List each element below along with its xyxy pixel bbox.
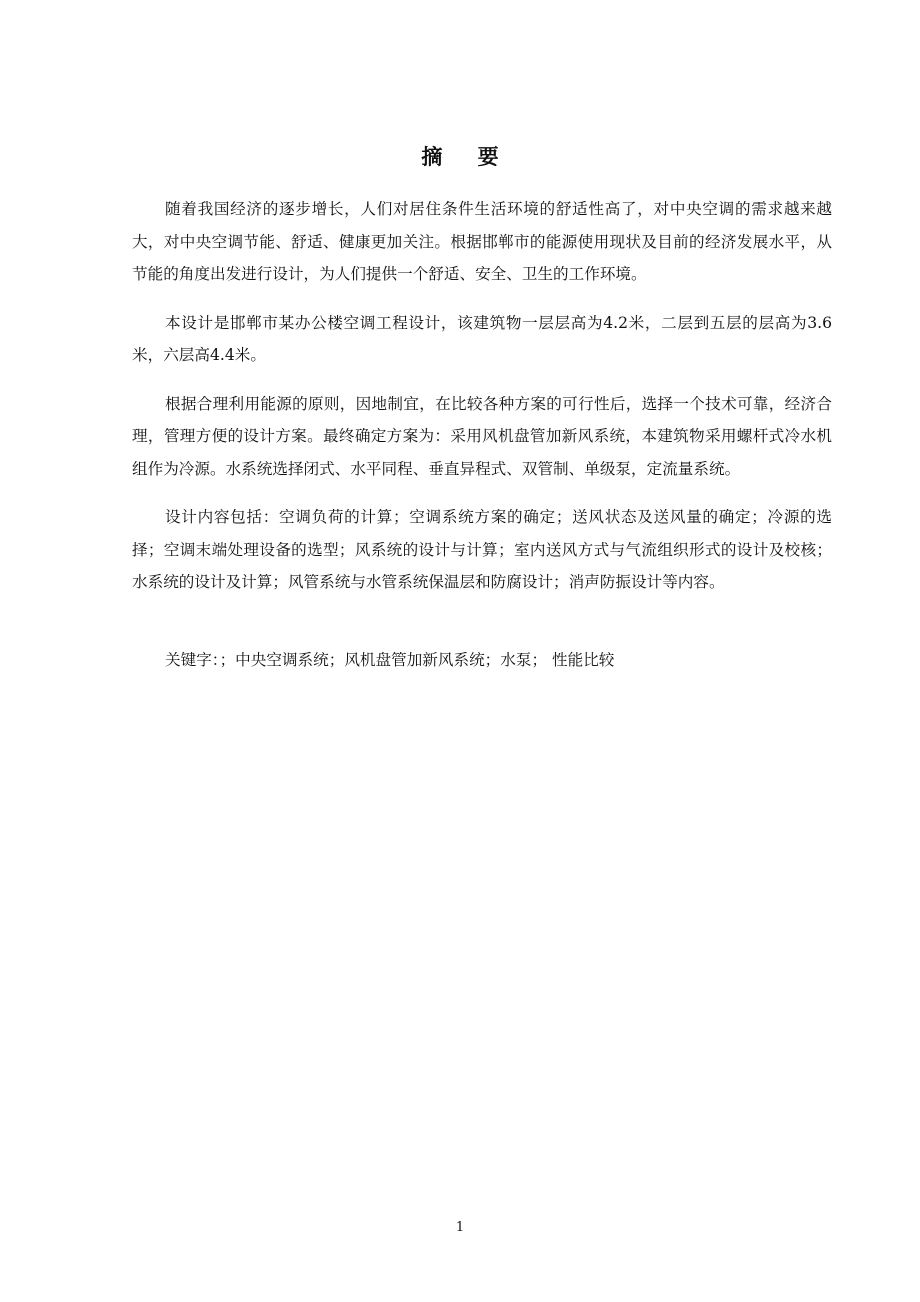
- abstract-paragraph-1: 随着我国经济的逐步增长，人们对居住条件生活环境的舒适性高了，对中央空调的需求越来越大，对中央空调节能、舒适、健康更加关注。根据邯郸市的能源使用现状及目前的经济发展水平，从节能的角度出发进行设计，为人们提供一个舒适、安全、卫生的工作环境。: [132, 200, 832, 283]
- abstract-title: 摘 要: [421, 144, 513, 169]
- abstract-paragraph-3: 根据合理利用能源的原则，因地制宜，在比较各种方案的可行性后，选择一个技术可靠，经济合理，管理方便的设计方案。最终确定方案为：采用风机盘管加新风系统，本建筑物采用螺杆式冷水机组作为冷源。水系统选择闭式、水平同程、垂直异程式、双管制、单级泵，定流量系统。: [132, 394, 832, 478]
- keywords-line: 关键字：；中央空调系统；风机盘管加新风系统；水泵； 性能比较: [165, 651, 615, 669]
- abstract-body: [132, 193, 832, 615]
- page-number: 1: [455, 1220, 465, 1235]
- abstract-paragraph-4: 设计内容包括：空调负荷的计算；空调系统方案的确定；送风状态及送风量的确定；冷源的选择；空调末端处理设备的选型；风系统的设计与计算；室内送风方式与气流组织形式的设计及校核；水系统的设计及计算；风管系统与水管系统保温层和防腐设计；消声防振设计等内容。: [132, 508, 832, 591]
- abstract-paragraph-2: 本设计是邯郸市某办公楼空调工程设计，该建筑物一层层高为4.2米，二层到五层的层高为3.6米，六层高4.4米。: [132, 313, 832, 364]
